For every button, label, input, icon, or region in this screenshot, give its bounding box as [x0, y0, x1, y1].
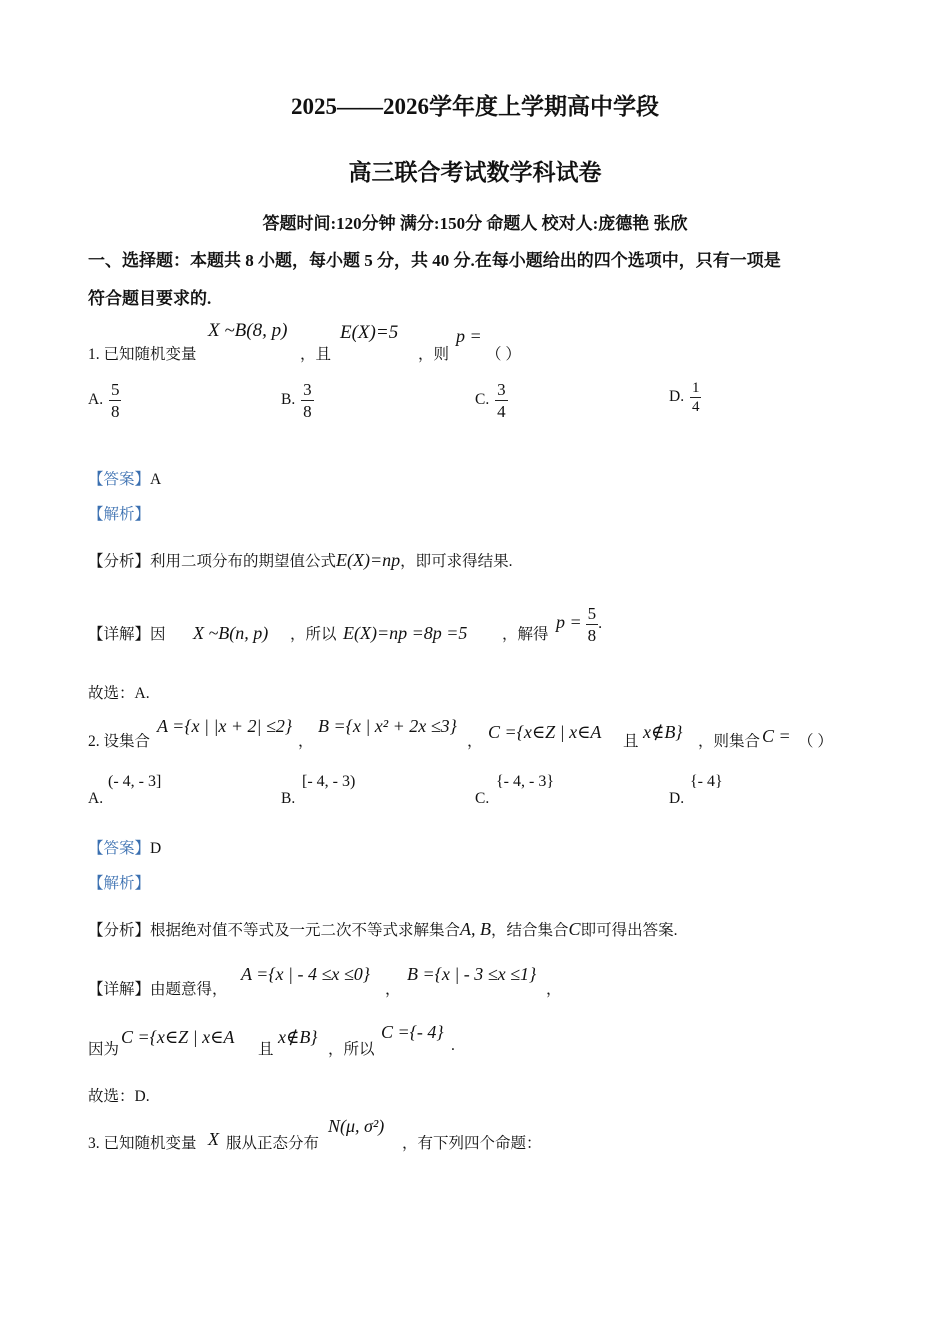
q3-stem-prefix: 3. 已知随机变量 — [88, 1135, 197, 1152]
q1-distribution: X ~B(8, p) — [208, 320, 288, 341]
q2-so: ，所以 — [328, 1041, 375, 1058]
q1-detail-distribution: X ~B(n, p) — [193, 623, 269, 643]
q2-because-and: 且 — [258, 1041, 274, 1058]
q1-detail-formula: E(X)=np =8p =5 — [343, 623, 468, 643]
q2-option-d[interactable]: {- 4} — [690, 773, 723, 790]
q2-set-b: B ={x | x² + 2x ≤3} — [318, 716, 457, 736]
q2-result-end: . — [451, 1037, 455, 1054]
q1-mid1: ，且 — [300, 346, 332, 363]
q2-conclusion: 故选：D. — [88, 1088, 150, 1105]
q2-option-b-letter[interactable]: B. — [281, 790, 296, 807]
option-letter: D. — [669, 388, 685, 406]
q2-option-c-letter[interactable]: C. — [475, 790, 490, 807]
q1-option-d[interactable] — [669, 380, 701, 415]
title-line-2: 高三联合考试数学科试卷 — [348, 160, 602, 185]
q2-fenxi: 【分析】根据绝对值不等式及一元二次不等式求解集合A, B，结合集合C即可得出答案. — [88, 919, 678, 939]
q2-detail-b: B ={x | - 3 ≤x ≤1} — [407, 964, 537, 984]
q2-because-c-end: x∉B} — [278, 1027, 318, 1047]
q2-set-c: C ={x∈Z | x∈A — [488, 722, 602, 742]
q2-result: C ={- 4} — [381, 1022, 444, 1042]
q2-because-c: C ={x∈Z | x∈A — [121, 1027, 235, 1047]
q2-stem-prefix: 2. 设集合 — [88, 733, 151, 750]
q1-variable: p = — [456, 326, 482, 346]
q2-answer: 【答案】D — [88, 840, 162, 857]
title-line-1: 2025——2026学年度上学期高中学段 — [291, 94, 659, 119]
q2-option-d-letter[interactable]: D. — [669, 790, 685, 807]
q1-option-b[interactable] — [281, 380, 314, 421]
q2-and: 且 — [623, 733, 639, 750]
q2-detail-a: A ={x | - 4 ≤x ≤0} — [241, 964, 370, 984]
option-letter: A. — [88, 391, 104, 409]
q1-option-a[interactable] — [88, 380, 121, 421]
q1-stem-prefix: 1. 已知随机变量 — [88, 346, 197, 363]
section-heading-line-2: 符合题目要求的. — [88, 289, 212, 308]
option-letter: B. — [281, 391, 296, 409]
q2-paren: （ ） — [798, 733, 833, 750]
q2-detail-end: ， — [546, 981, 562, 998]
q2-sep2: ， — [467, 733, 483, 750]
option-fraction: $\frac{5}{8}$ — [110, 380, 120, 421]
q3-variable: X — [208, 1129, 219, 1149]
q3-end: ，有下列四个命题： — [402, 1135, 542, 1152]
q1-option-c[interactable] — [475, 380, 508, 421]
q2-detail-tag: 【详解】由题意得， — [88, 981, 228, 998]
q1-detail-tag: 【详解】因 — [88, 626, 166, 643]
q2-because: 因为 — [88, 1041, 120, 1058]
q3-mid: 服从正态分布 — [226, 1135, 320, 1152]
q2-ask: ，则集合 — [698, 733, 761, 750]
section-heading-line-1: 一、选择题：本题共 8 小题，每小题 5 分，共 40 分.在每小题给出的四个选项中，只有一项是 — [88, 251, 781, 270]
q1-conclusion: 故选：A. — [88, 685, 150, 702]
option-fraction: $\frac{3}{8}$ — [303, 380, 312, 421]
q1-detail-mid: ，所以 — [290, 626, 337, 643]
q2-detail-sep: ， — [385, 981, 401, 998]
option-fraction: $\frac{3}{4}$ — [497, 380, 506, 421]
q2-analysis-tag: 【解析】 — [88, 875, 151, 892]
q1-detail-solve: ，解得 — [502, 626, 549, 643]
q3-distribution: N(μ, σ²) — [328, 1116, 385, 1136]
q1-mid2: ，则 — [418, 346, 450, 363]
q2-ask-c: C = — [762, 726, 791, 746]
q2-option-b[interactable]: [- 4, - 3) — [302, 773, 356, 790]
q1-answer: 【答案】A — [88, 471, 162, 488]
result-fraction: $\frac{5}{8}$ — [587, 604, 597, 645]
q2-option-c[interactable]: {- 4, - 3} — [496, 773, 555, 790]
option-letter: C. — [475, 391, 490, 409]
option-fraction: $\frac{1}{4}$ — [691, 380, 700, 415]
q2-set-a: A ={x | |x + 2| ≤2} — [157, 716, 293, 736]
q1-analysis-tag: 【解析】 — [88, 506, 151, 523]
q1-expectation: E(X)=5 — [340, 322, 399, 343]
q1-paren: （ ） — [486, 346, 521, 363]
q1-detail-result: p = $\frac{5}{8}$ . — [556, 604, 603, 645]
q2-set-c-end: x∉B} — [643, 722, 683, 742]
q1-fenxi: 【分析】利用二项分布的期望值公式E(X)=np，即可求得结果. — [88, 550, 513, 570]
q2-option-a-letter[interactable]: A. — [88, 790, 104, 807]
exam-meta: 答题时间:120分钟 满分:150分 命题人 校对人:庞德艳 张欣 — [262, 214, 688, 233]
q2-sep1: ， — [298, 733, 314, 750]
q2-option-a[interactable]: (- 4, - 3] — [108, 773, 162, 790]
